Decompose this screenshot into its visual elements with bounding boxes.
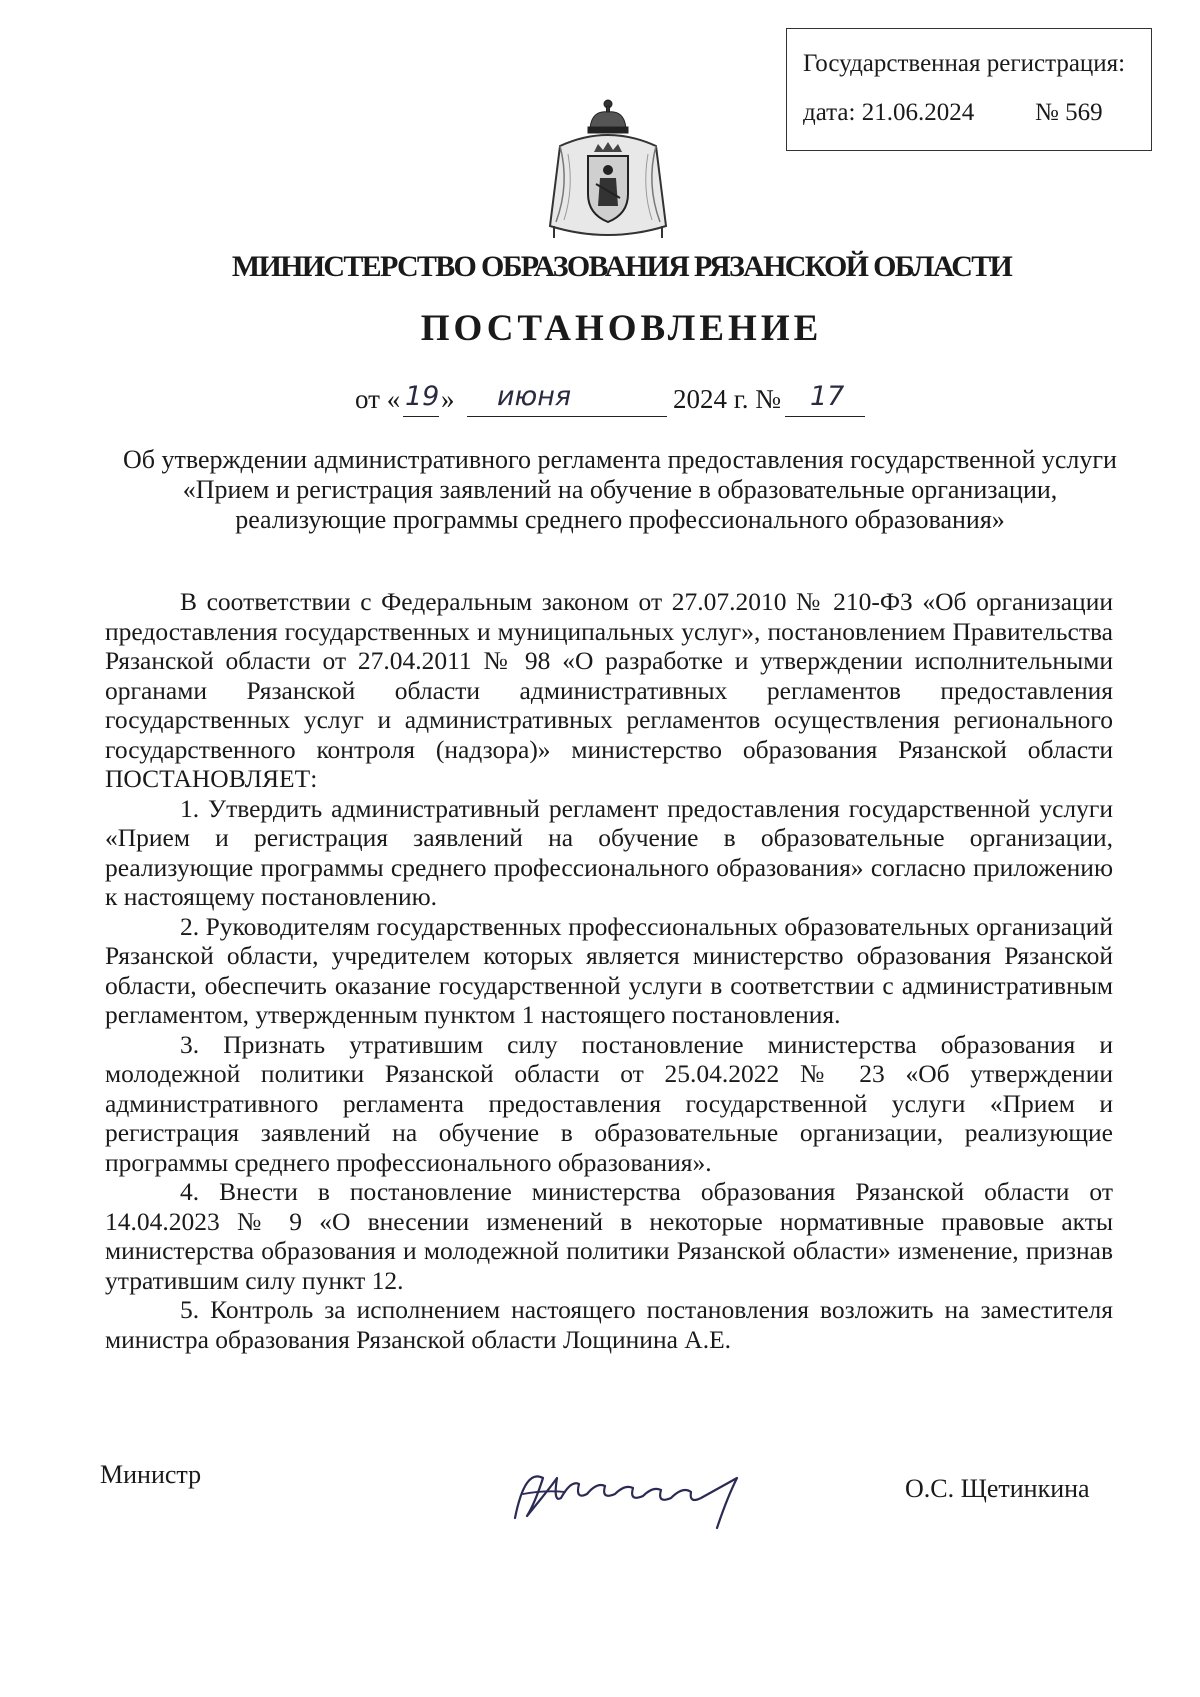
clause-3: 3. Признать утратившим силу постановление министерства образования и молодежной политики Рязанской области от 25.04.2022 № 23 «Об утверждении административного регламента предоставления государственной услуги «Прием и регистрация заявлений на обучение в образовательные организации, реализующие программы среднего профессионального образования».	[105, 1029, 1113, 1177]
date-month: июня	[497, 381, 572, 412]
document-type: ПОСТАНОВЛЕНИЕ	[420, 308, 823, 349]
clause-4: 4. Внести в постановление министерства образования Рязанской области от 14.04.2023 № 9 «О внесении изменений в некоторые нормативные правовые акты министерства образования и молодежной политики Рязанской области» изменение, признав утратившим силу пункт 12.	[105, 1177, 1113, 1295]
clause-5: 5. Контроль за исполнением настоящего постановления возложить на заместителя министра образования Рязанской области Лощинина А.Е.	[105, 1295, 1113, 1354]
decree-number: 17	[810, 381, 845, 412]
number-underline	[785, 416, 865, 417]
ministry-name: МИНИСТЕРСТВО ОБРАЗОВАНИЯ РЯЗАНСКОЙ ОБЛАСТИ	[231, 250, 1012, 283]
signer-title: Министр	[100, 1460, 202, 1489]
preamble-paragraph: В соответствии с Федеральным законом от 27.07.2010 № 210-ФЗ «Об организации предоставления государственных и муниципальных услуг», постановлением Правительства Рязанской области от 27.04.2011 № 98 «О разработке и утверждении исполнительными органами Рязанской области административных регламентов предоставления государственных услуг и административных регламентов осуществления регионального государственного контроля (надзора)» министерство образования Рязанской области ПОСТАНОВЛЯЕТ:	[105, 587, 1113, 793]
signer-name: О.С. Щетинкина	[905, 1474, 1090, 1503]
date-quote-close: »	[441, 384, 455, 414]
day-underline	[403, 416, 439, 417]
date-day: 19	[405, 381, 440, 412]
registration-stamp	[786, 28, 1152, 151]
clause-2: 2. Руководителям государственных профессиональных образовательных организаций Рязанской области, учредителем которых является министерство образования Рязанской области, обеспечить оказание государственной услуги в соответствии с административным регламентом, утвержденным пунктом 1 настоящего постановления.	[105, 911, 1113, 1029]
decree-subject: Об утверждении административного регламента предоставления государственной услуги «Прием и регистрация заявлений на обучение в образовательные организации, реализующие программы среднего профессионального образования»	[123, 445, 1117, 534]
date-prefix: от «	[355, 384, 401, 414]
registration-title: Государственная регистрация:	[803, 50, 1126, 77]
signature-image	[505, 1448, 765, 1538]
decree-body	[105, 587, 1113, 1354]
month-underline	[467, 416, 667, 417]
coat-of-arms-icon	[540, 94, 676, 244]
registration-number: № 569	[1035, 99, 1103, 126]
date-year: 2024 г. №	[673, 384, 782, 414]
clause-1: 1. Утвердить административный регламент предоставления государственной услуги «Прием и регистрация заявлений на обучение в образовательные организации, реализующие программы среднего профессионального образования» согласно приложению к настоящему постановлению.	[105, 793, 1113, 911]
registration-date: дата: 21.06.2024	[803, 99, 975, 126]
